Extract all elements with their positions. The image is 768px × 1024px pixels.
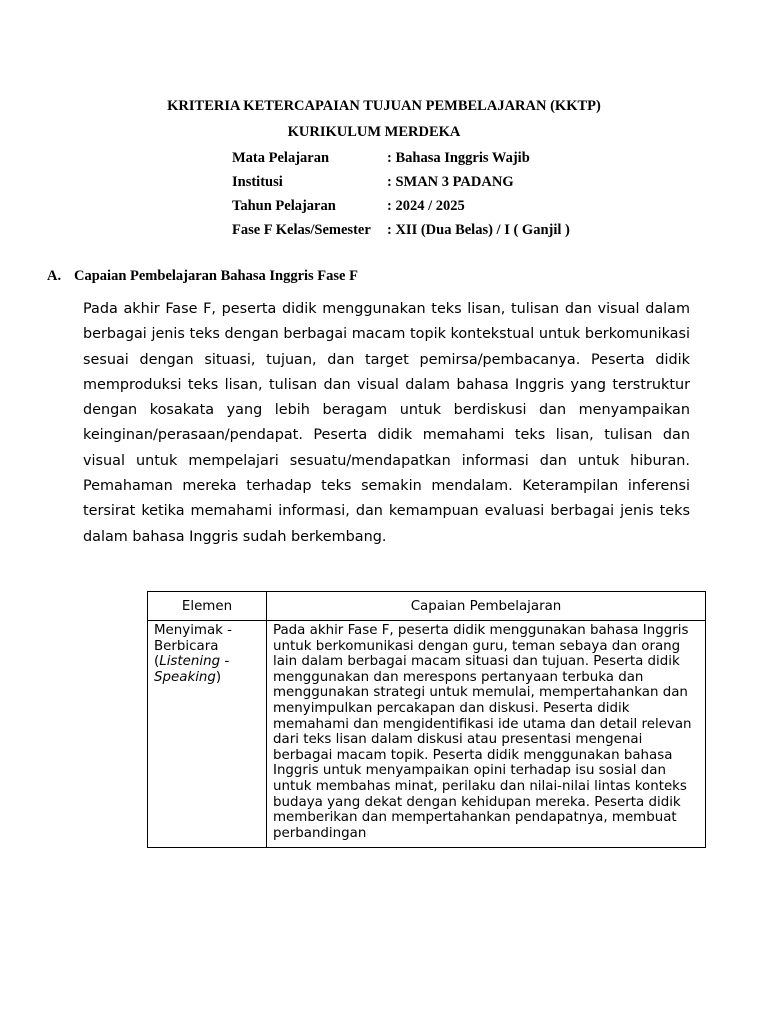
meta-block [232, 148, 570, 244]
meta-row-subject [232, 148, 570, 172]
header-elemen: Elemen [148, 592, 267, 621]
meta-row-phase [232, 220, 570, 244]
table-header-row [148, 592, 706, 621]
meta-value: : 2024 / 2025 [387, 198, 465, 214]
paren-open: ( [154, 654, 160, 670]
meta-label: Institusi [232, 174, 283, 190]
meta-value: : Bahasa Inggris Wajib [387, 150, 530, 166]
table-row [148, 621, 706, 848]
meta-label: Tahun Pelajaran [232, 198, 336, 214]
meta-row-year [232, 196, 570, 220]
meta-row-institution [232, 172, 570, 196]
element-en-speaking: Speaking [154, 669, 216, 685]
meta-label: Mata Pelajaran [232, 150, 330, 166]
element-en-listening: Listening [159, 654, 221, 670]
section-a-heading [47, 268, 358, 285]
paren-close: ) [215, 669, 222, 685]
element-cell [148, 621, 267, 848]
document-title: KRITERIA KETERCAPAIAN TUJUAN PEMBELAJARAN (KKTP) [167, 98, 601, 114]
meta-label: Fase F Kelas/Semester [232, 222, 371, 238]
section-title: Capaian Pembelajaran Bahasa Inggris Fase F [74, 268, 358, 284]
element-name: Menyimak - Berbicara [154, 623, 233, 654]
meta-value: : XII (Dua Belas) / I ( Ganjil ) [387, 222, 570, 238]
meta-value: : SMAN 3 PADANG [387, 174, 514, 190]
capaian-table [147, 591, 706, 848]
capaian-cell: Pada akhir Fase F, peserta didik menggunakan bahasa Inggris untuk berkomunikasi dengan guru, teman sebaya dan orang lain dalam berbagai macam situasi dan tujuan. Peserta didik menggunakan dan merespons pertanyaan terbuka dan menggunakan strategi untuk memulai, mempertahankan dan menyimpulkan percakapan dan diskusi. Peserta didik memahami dan mengidentifikasi ide utama dan detail relevan dari teks lisan dalam diskusi atau presentasi mengenai berbagai macam topik. Peserta didik menggunakan bahasa Inggris untuk menyampaikan opini terhadap isu sosial dan untuk membahas minat, perilaku dan nilai-nilai lintas konteks budaya yang dekat dengan kehidupan mereka. Peserta didik memberikan dan mempertahankan pendapatnya, membuat perbandingan [267, 621, 706, 848]
section-a-paragraph: Pada akhir Fase F, peserta didik menggunakan teks lisan, tulisan dan visual dalam berbagai jenis teks dengan berbagai macam topik kontekstual untuk berkomunikasi sesuai dengan situasi, tujuan, dan target pemirsa/pembacanya. Peserta didik memproduksi teks lisan, tulisan dan visual dalam bahasa Inggris yang terstruktur dengan kosakata yang lebih beragam untuk berdiskusi dan menyampaikan keinginan/perasaan/pendapat. Peserta didik memahami teks lisan, tulisan dan visual untuk mempelajari sesuatu/mendapatkan informasi dan untuk hiburan. Pemahaman mereka terhadap teks semakin mendalam. Keterampilan inferensi tersirat ketika memahami informasi, dan kemampuan evaluasi berbagai jenis teks dalam bahasa Inggris sudah berkembang. [83, 301, 690, 545]
section-number: A. [47, 268, 62, 284]
header-capaian: Capaian Pembelajaran [267, 592, 706, 621]
element-dash: - [220, 654, 234, 670]
document-subtitle: KURIKULUM MERDEKA [287, 124, 461, 140]
